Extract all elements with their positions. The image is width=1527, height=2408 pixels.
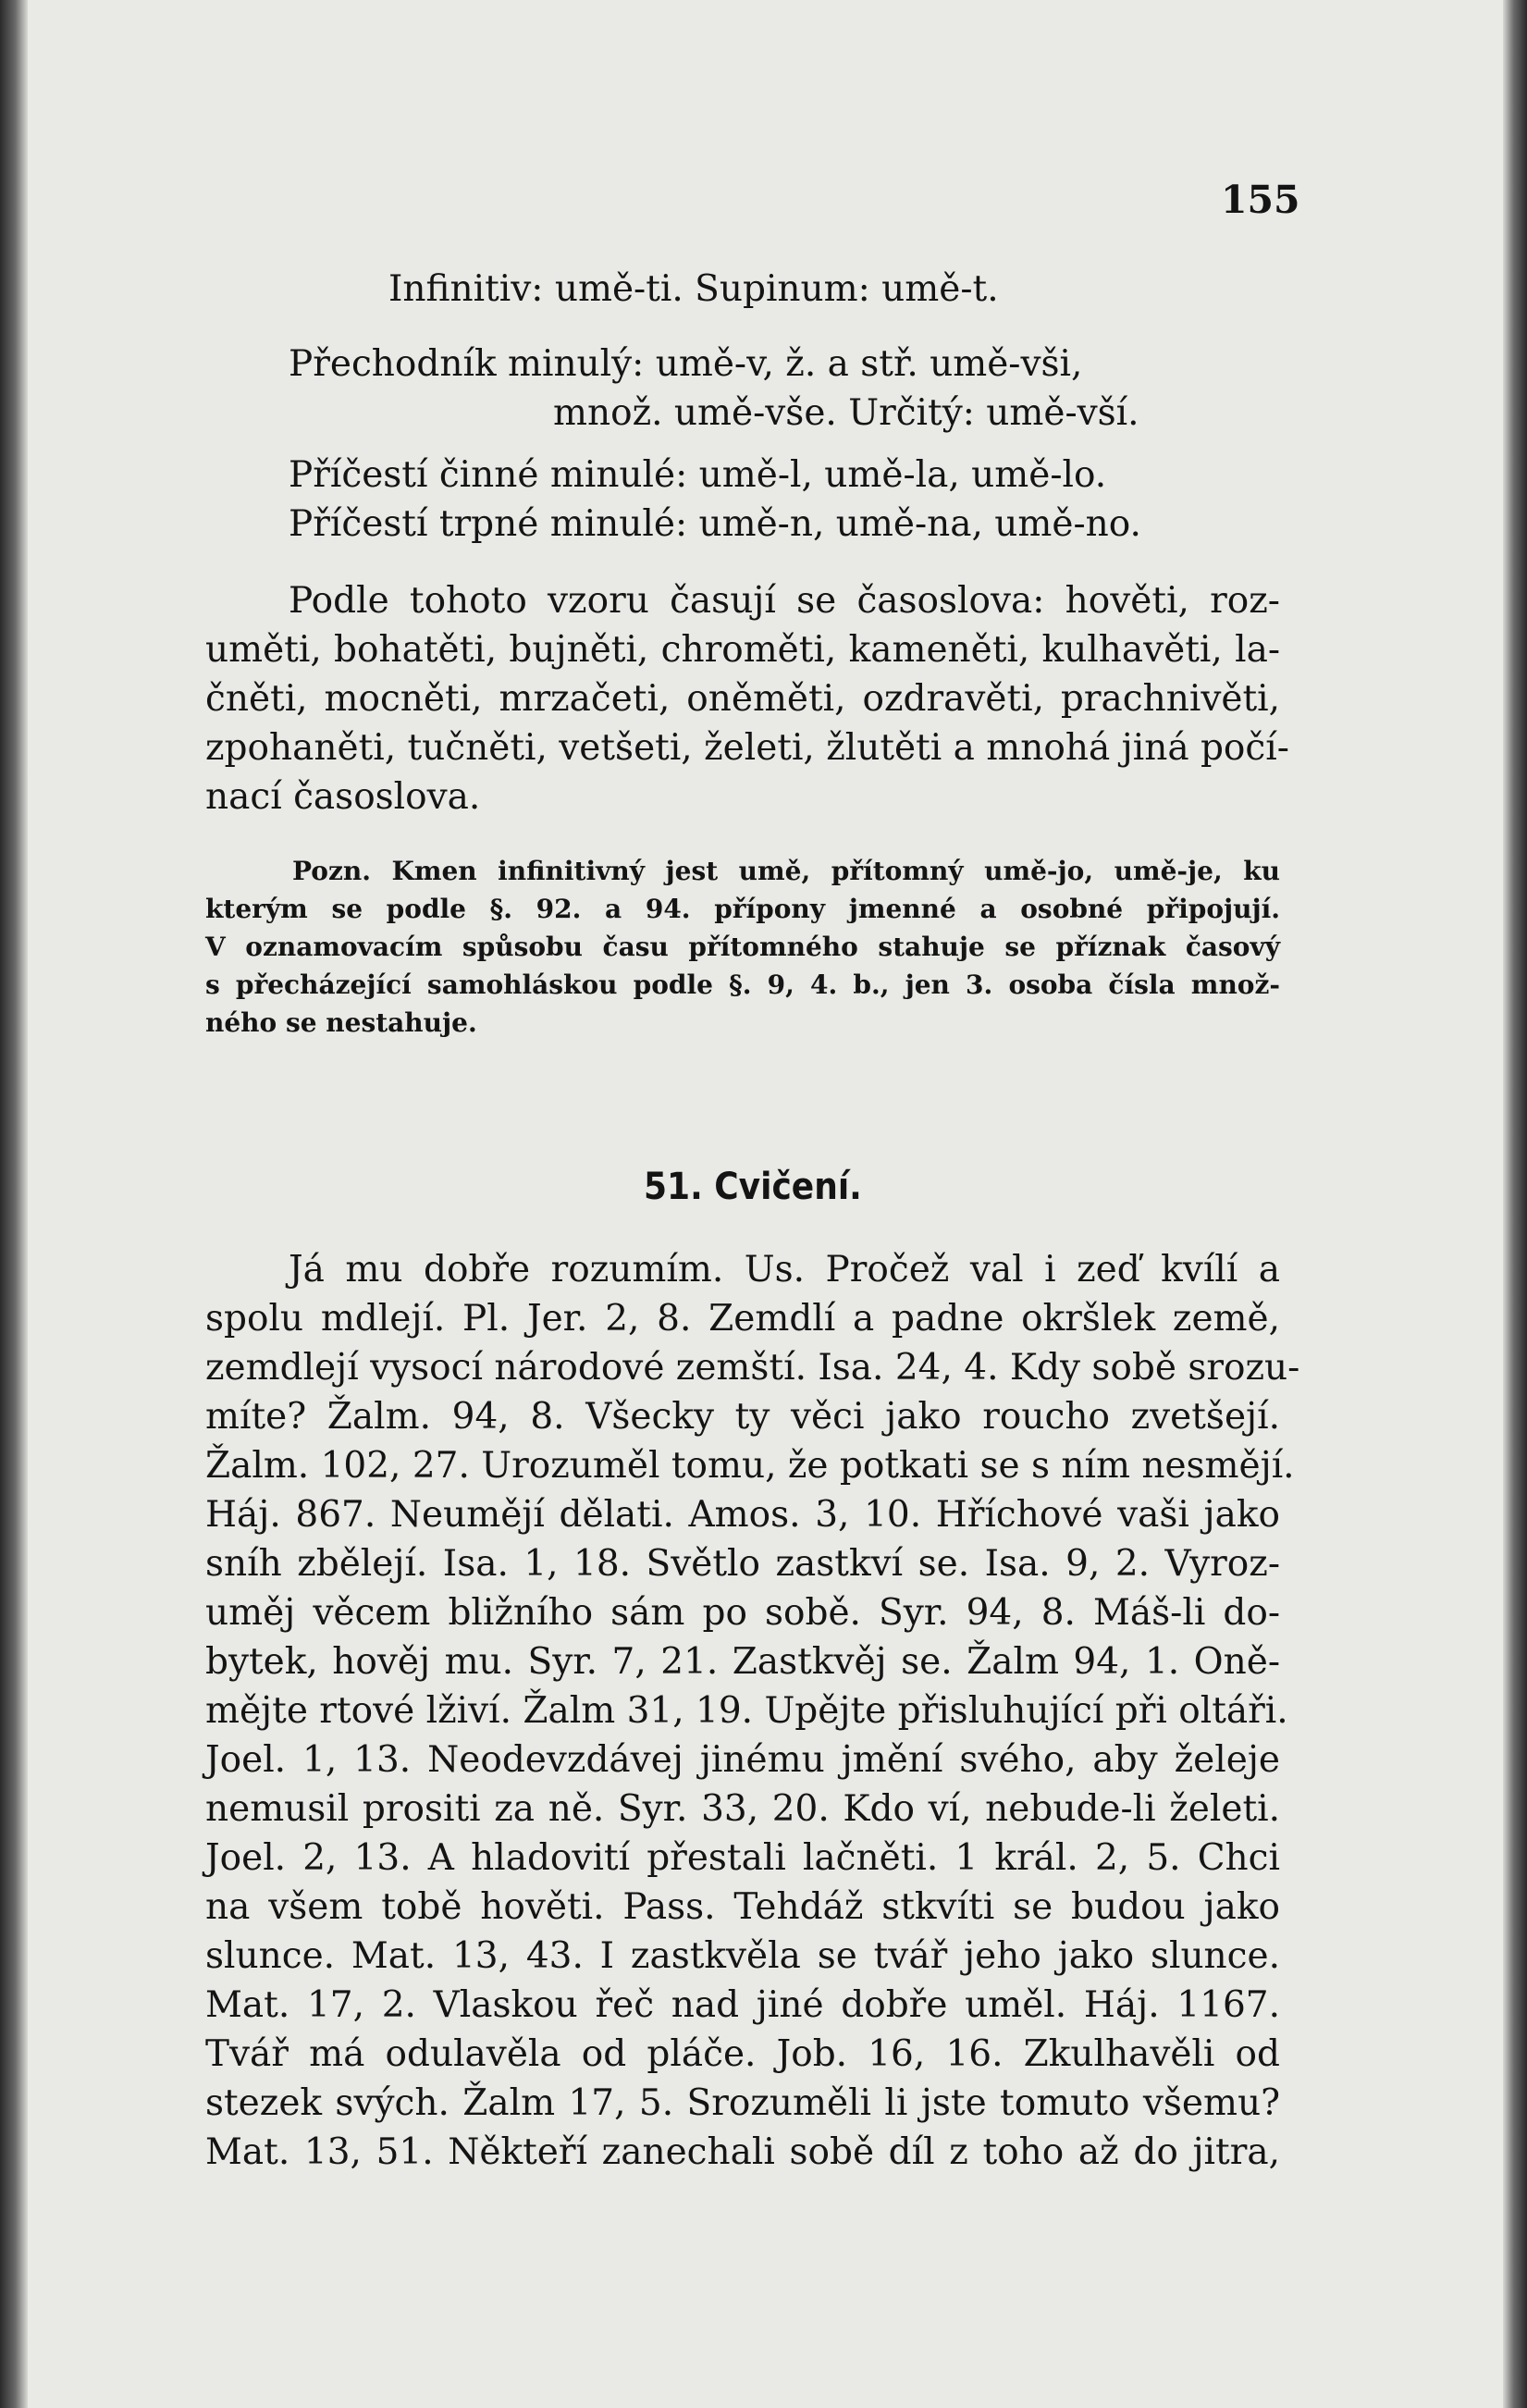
paragraph-line: nací časoslova. — [205, 776, 481, 818]
note-line: Pozn. Kmen infinitivný jest umě, přítomný umě-jo, umě-je, ku — [292, 856, 1280, 886]
page-number: 155 — [1221, 178, 1300, 222]
exercise-line: Mat. 13, 51. Někteří zanechali sobě díl z toho až do jitra, — [205, 2131, 1280, 2173]
exercise-line: bytek, hověj mu. Syr. 7, 21. Zastkvěj se. Žalm 94, 1. Oně- — [205, 1641, 1280, 1683]
conjugation-line: Přechodník minulý: umě-v, ž. a stř. umě-vši, — [289, 343, 1083, 385]
exercise-line: Joel. 1, 13. Neodevzdávej jinému jmění svého, aby želeje — [205, 1739, 1280, 1781]
page-edge-right — [1503, 0, 1527, 2408]
exercise-line: Tvář má odulavěla od pláče. Job. 16, 16. Zkulhavěli od — [205, 2033, 1280, 2075]
exercise-line: Žalm. 102, 27. Urozuměl tomu, že potkati se s ním nesmějí. — [205, 1445, 1295, 1487]
page-edge-left — [0, 0, 28, 2408]
exercise-line: zemdlejí vysocí národové zemští. Isa. 24, 4. Kdy sobě srozu- — [205, 1347, 1300, 1389]
paragraph-line: uměti, bohatěti, bujněti, chroměti, kameněti, kulhavěti, la- — [205, 629, 1280, 671]
note-line: V oznamovacím spůsobu času přítomného stahuje se příznak časový — [205, 932, 1280, 962]
section-heading: 51. Cvičení. — [644, 1166, 862, 1208]
exercise-line: Háj. 867. Neumějí dělati. Amos. 3, 10. Hříchové vaši jako — [205, 1494, 1280, 1536]
exercise-line: míte? Žalm. 94, 8. Všecky ty věci jako roucho zvetšejí. — [205, 1396, 1280, 1438]
paragraph-line: Podle tohoto vzoru časují se časoslova: hověti, roz- — [289, 580, 1280, 622]
exercise-line: stezek svých. Žalm 17, 5. Srozuměli li jste tomuto všemu? — [205, 2082, 1280, 2124]
exercise-line: Joel. 2, 13. A hladovití přestali lačněti. 1 král. 2, 5. Chci — [205, 1837, 1280, 1879]
exercise-line: spolu mdlejí. Pl. Jer. 2, 8. Zemdlí a padne okršlek země, — [205, 1298, 1280, 1340]
note-line: kterým se podle §. 92. a 94. přípony jmenné a osobné připojují. — [205, 894, 1280, 924]
paragraph-line: čněti, mocněti, mrzačeti, oněměti, ozdravěti, prachnivěti, — [205, 678, 1280, 720]
conjugation-line: Infinitiv: umě-ti. Supinum: umě-t. — [388, 268, 999, 310]
exercise-line: Já mu dobře rozumím. Us. Pročež val i zeď kvílí a — [289, 1249, 1280, 1290]
exercise-line: Mat. 17, 2. Vlaskou řeč nad jiné dobře uměl. Háj. 1167. — [205, 1984, 1280, 2026]
exercise-line: mějte rtové lživí. Žalm 31, 19. Upějte přisluhující při oltáři. — [205, 1690, 1288, 1732]
exercise-line: slunce. Mat. 13, 43. I zastkvěla se tvář jeho jako slunce. — [205, 1935, 1280, 1977]
note-line: s přecházející samohláskou podle §. 9, 4. b., jen 3. osoba čísla množ- — [205, 969, 1280, 1000]
exercise-line: nemusil prositi za ně. Syr. 33, 20. Kdo ví, nebude-li želeti. — [205, 1788, 1280, 1830]
exercise-line: sníh zbělejí. Isa. 1, 18. Světlo zastkví se. Isa. 9, 2. Vyroz- — [205, 1543, 1280, 1585]
conjugation-line: množ. umě-vše. Určitý: umě-vší. — [553, 392, 1139, 434]
conjugation-line: Příčestí trpné minulé: umě-n, umě-na, umě-no. — [289, 503, 1141, 545]
paragraph-line: zpohaněti, tučněti, vetšeti, želeti, žlutěti a mnohá jiná počí- — [205, 727, 1289, 769]
note-line: ného se nestahuje. — [205, 1007, 477, 1038]
conjugation-line: Příčestí činné minulé: umě-l, umě-la, umě-lo. — [289, 454, 1107, 496]
exercise-line: uměj věcem bližního sám po sobě. Syr. 94, 8. Máš-li do- — [205, 1592, 1280, 1634]
exercise-line: na všem tobě hověti. Pass. Tehdáž stkvíti se budou jako — [205, 1886, 1280, 1928]
